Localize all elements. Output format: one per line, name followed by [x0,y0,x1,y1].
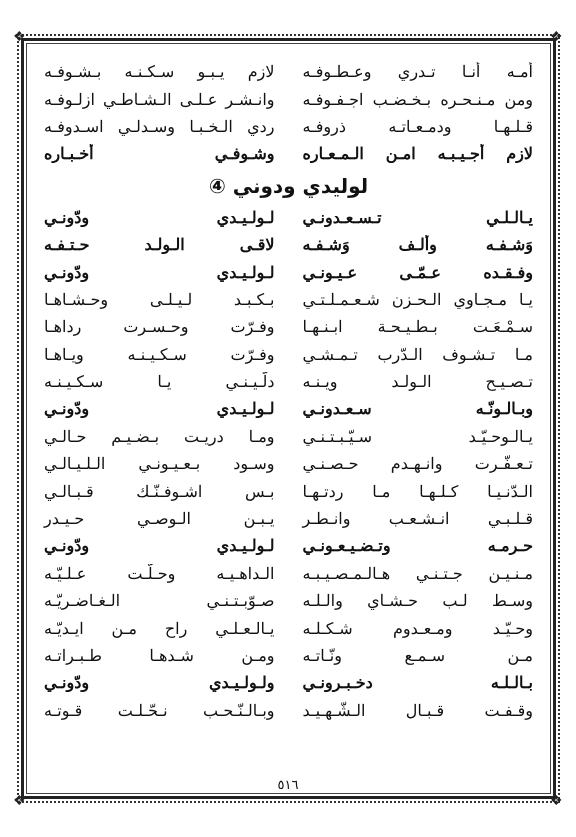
verse-first-hemistich: مـن سـمـع ونّـاتـه [302,646,533,665]
verse-first-hemistich: وحـيّـد ومـعـدوم شـكـلـه [302,618,533,638]
section-title: لوليدي ودوني ④ [208,173,369,198]
verse-line [40,505,537,532]
verse-line [40,560,537,587]
verse-second-hemistich: ردي الـخـبـا وسـدلـي اسـدوفـه [44,116,275,136]
verse-line [40,113,537,140]
verse-line [40,286,537,313]
verse-second-hemistich: لاقـى الـولـد حـتـفـه [44,235,275,255]
verse-second-hemistich: وبـالـنّـحـب نـحّـلـت قـوتـه [44,700,275,720]
verse-first-hemistich: وبـالـونّـه سـعـدونـي [302,399,533,419]
verse-first-hemistich: بـالـلـه دخـبـرونـي [302,673,533,693]
verse-first-hemistich: قـلـبـي انـشـعـب وانـطـر [302,509,533,529]
verse-first-hemistich: يـا مـجـاوي الـحـزن شـعـمـلـتـي [302,289,533,309]
verse-line [40,642,537,669]
corner-ornament-icon: ❖ [13,793,26,809]
verse-line [40,423,537,450]
verse-second-hemistich: صـوّبـتـنـي الـغـاضـريّـه [44,591,275,611]
verse-second-hemistich: لازم يـبـو سـكـنـه بـشـوفـه [44,62,275,82]
verse-second-hemistich: لـولـيـدي ودّونـي [44,207,275,227]
verse-first-hemistich: الـدّنـيـا كـلـهـا مـا ردتـهـا [302,481,533,501]
verse-second-hemistich: وشـوفـي أخـبـاره [44,144,275,164]
verse-line [40,85,537,112]
verse-first-hemistich: تـصـيـح الـولـد ويـنـه [302,372,533,392]
verse-line [40,697,537,724]
verse-first-hemistich: وَشـفـه وألـف وَشـفـه [302,235,533,255]
verse-second-hemistich: لـولـيـدي ودّونـي [44,262,275,282]
verse-first-hemistich: وقـفـت قـبـال الـشّـهـيـد [302,700,533,720]
verse-line [40,450,537,477]
section-title-row [40,168,537,204]
verse-second-hemistich: ومـن شـدهـا طـبـراتـه [44,646,275,665]
verse-first-hemistich: قـلـهـا ودمـعـاتـه ذروفـه [302,116,533,136]
verse-line [40,58,537,85]
verse-line [40,231,537,258]
verse-line [40,368,537,395]
corner-ornament-icon: ❖ [13,29,26,45]
verse-second-hemistich: ولـولـيـدي ودّونـي [44,673,275,693]
verse-first-hemistich: يـالـوحـيّـد سـيّـبـتـنـي [302,426,533,446]
corner-ornament-icon: ❖ [550,793,563,809]
verse-line [40,204,537,231]
verse-first-hemistich: يـالـلـي تـسـعـدونـي [302,207,533,227]
verse-first-hemistich: سـمْـعَـت بـطـيـحـة ابـنـهـا [302,317,533,337]
verse-second-hemistich: الـداهـيـه وحـلّـت عـلـيّـه [44,563,275,583]
verse-first-hemistich: وفـقـده عـمّـى عـيـونـي [302,262,533,282]
verse-second-hemistich: دلّـيـنـي يـا سـكـيـنـه [44,372,275,392]
verse-first-hemistich: ومن مـنـحـره بـخـضـب اجـفـوفـه [302,89,533,109]
verse-line [40,313,537,340]
verse-second-hemistich: يـبـن الـوصـي حـيـدر [44,509,275,529]
verse-line [40,140,537,167]
verse-line [40,614,537,641]
corner-ornament-icon: ❖ [550,29,563,45]
verse-second-hemistich: وفـرّت سـكـيـنـه ويـاهـا [44,344,275,364]
verse-second-hemistich: بـكـبـد لـيـلـى وحـشـاهـا [44,289,275,309]
verse-line [40,341,537,368]
verse-second-hemistich: وسـود بـعـيـونـي الـلـيـالـي [44,454,275,474]
verse-second-hemistich: لـولـيـدي ودّونـي [44,536,275,556]
verse-line [40,532,537,559]
verse-second-hemistich: لـولـيـدي ودّونـي [44,399,275,419]
verse-line [40,477,537,504]
verse-first-hemistich: أمـه أنـا تـدري وعـطـوفـه [302,62,533,82]
verse-first-hemistich: مـنـيـن جـتـنـي هـالـمـصـيـبـه [302,563,533,583]
verse-first-hemistich: تـعـفّـرت وانـهـدم حـصـنـي [302,454,533,474]
verse-second-hemistich: ومـا دريـت بـضـيـم حـالـي [44,426,275,446]
verse-second-hemistich: وانـشـر عـلـى الـشـاطـي ازلـوفـه [44,89,275,109]
verse-second-hemistich: بـس اشـوفـنّـك قـبـالـي [44,481,275,501]
verse-first-hemistich: حـرمـه وتـضـيـعـونـي [302,536,533,556]
verse-first-hemistich: مـا تـشـوف الـدّرب تـمـشـي [302,344,533,364]
poem-page [40,58,537,788]
verse-second-hemistich: يـالـعـلـي راح مـن ايـديّـه [44,618,275,638]
verse-line [40,395,537,422]
page-number: ٥١٦ [277,778,299,793]
verse-first-hemistich: لازم أجـيـبـه امـن الـمـعـاره [302,144,533,164]
verse-second-hemistich: وفـرّت وحـسـرت رداهـا [44,317,275,337]
verse-line [40,587,537,614]
verse-first-hemistich: وسـط لـب حـشـاي والـلـه [302,591,533,611]
verse-line [40,669,537,696]
verse-line [40,258,537,285]
